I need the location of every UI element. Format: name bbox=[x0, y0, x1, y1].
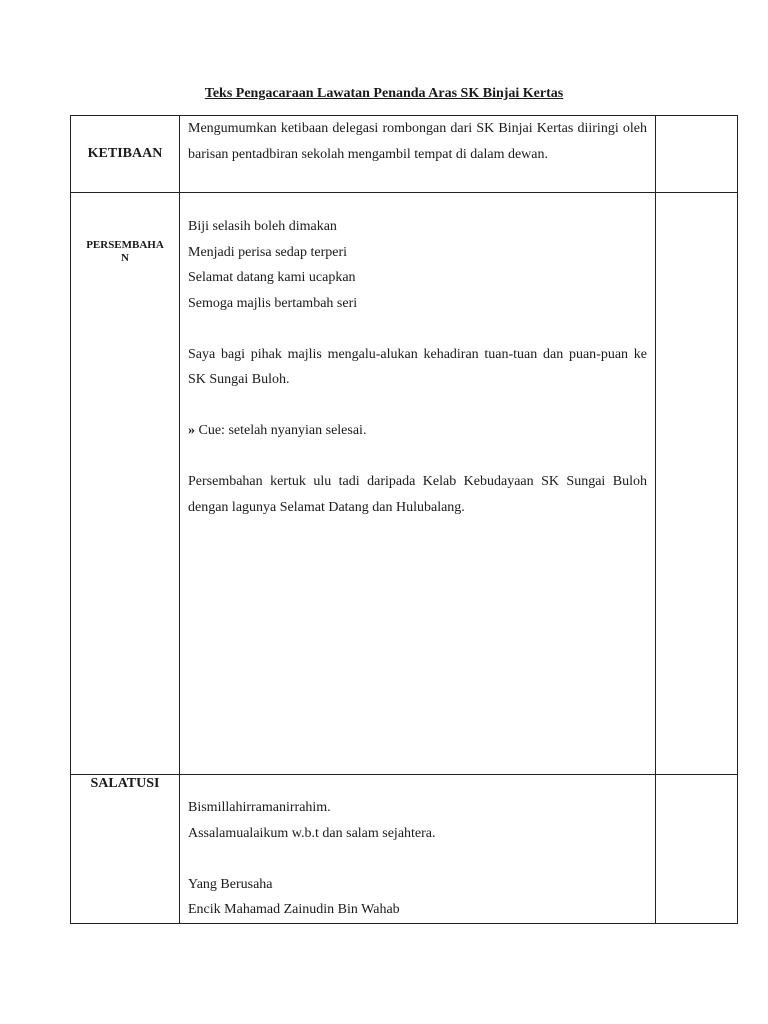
arrival-announcement: Mengumumkan ketibaan delegasi rombongan dari SK Binjai Kertas diiringi oleh barisan pentadbiran sekolah mengambil tempat di dalam dewan. bbox=[188, 121, 647, 162]
blank-cell bbox=[656, 193, 738, 775]
label-cell bbox=[71, 193, 180, 775]
signoff-name: Encik Mahamad Zainudin Bin Wahab bbox=[188, 902, 400, 917]
script-table bbox=[70, 115, 738, 924]
document-title: Teks Pengacaraan Lawatan Penanda Aras SK Binjai Kertas bbox=[204, 86, 564, 101]
label-cell bbox=[71, 775, 180, 924]
performance-paragraph: Persembahan kertuk ulu tadi daripada Kelab Kebudayaan SK Sungai Buloh dengan lagunya Selamat Datang dan Hulubalang. bbox=[188, 474, 647, 515]
cue-text: Cue: setelah nyanyian selesai. bbox=[198, 423, 367, 438]
section-label-salatusi: SALATUSI bbox=[90, 776, 160, 791]
welcome-paragraph: Saya bagi pihak majlis mengalu-alukan kehadiran tuan-tuan dan puan-puan ke SK Sungai Buloh. bbox=[188, 346, 647, 387]
poem-line: Biji selasih boleh dimakan bbox=[188, 219, 337, 234]
text-cell bbox=[180, 116, 656, 193]
table-row-ketibaan bbox=[71, 116, 738, 193]
poem-line: Menjadi perisa sedap terperi bbox=[188, 244, 347, 260]
section-label-ketibaan: KETIBAAN bbox=[87, 146, 163, 161]
cue-marker-icon: » bbox=[188, 423, 195, 438]
section-label-persembahan: PERSEMBAHA N bbox=[86, 239, 164, 264]
signoff-line: Yang Berusaha bbox=[188, 876, 273, 892]
greeting-line: Assalamualaikum w.b.t dan salam sejahtera. bbox=[188, 825, 436, 841]
label-cell bbox=[71, 116, 180, 193]
greeting-line: Bismillahirramanirrahim. bbox=[188, 800, 331, 815]
blank-cell bbox=[656, 116, 738, 193]
poem-line: Selamat datang kami ucapkan bbox=[188, 270, 356, 285]
table-row-salatusi bbox=[71, 775, 738, 924]
text-cell bbox=[180, 775, 656, 924]
table-row-persembahan bbox=[71, 193, 738, 775]
poem-line: Semoga majlis bertambah seri bbox=[188, 295, 358, 311]
text-cell bbox=[180, 193, 656, 775]
blank-cell bbox=[656, 775, 738, 924]
cue-line bbox=[188, 418, 647, 444]
